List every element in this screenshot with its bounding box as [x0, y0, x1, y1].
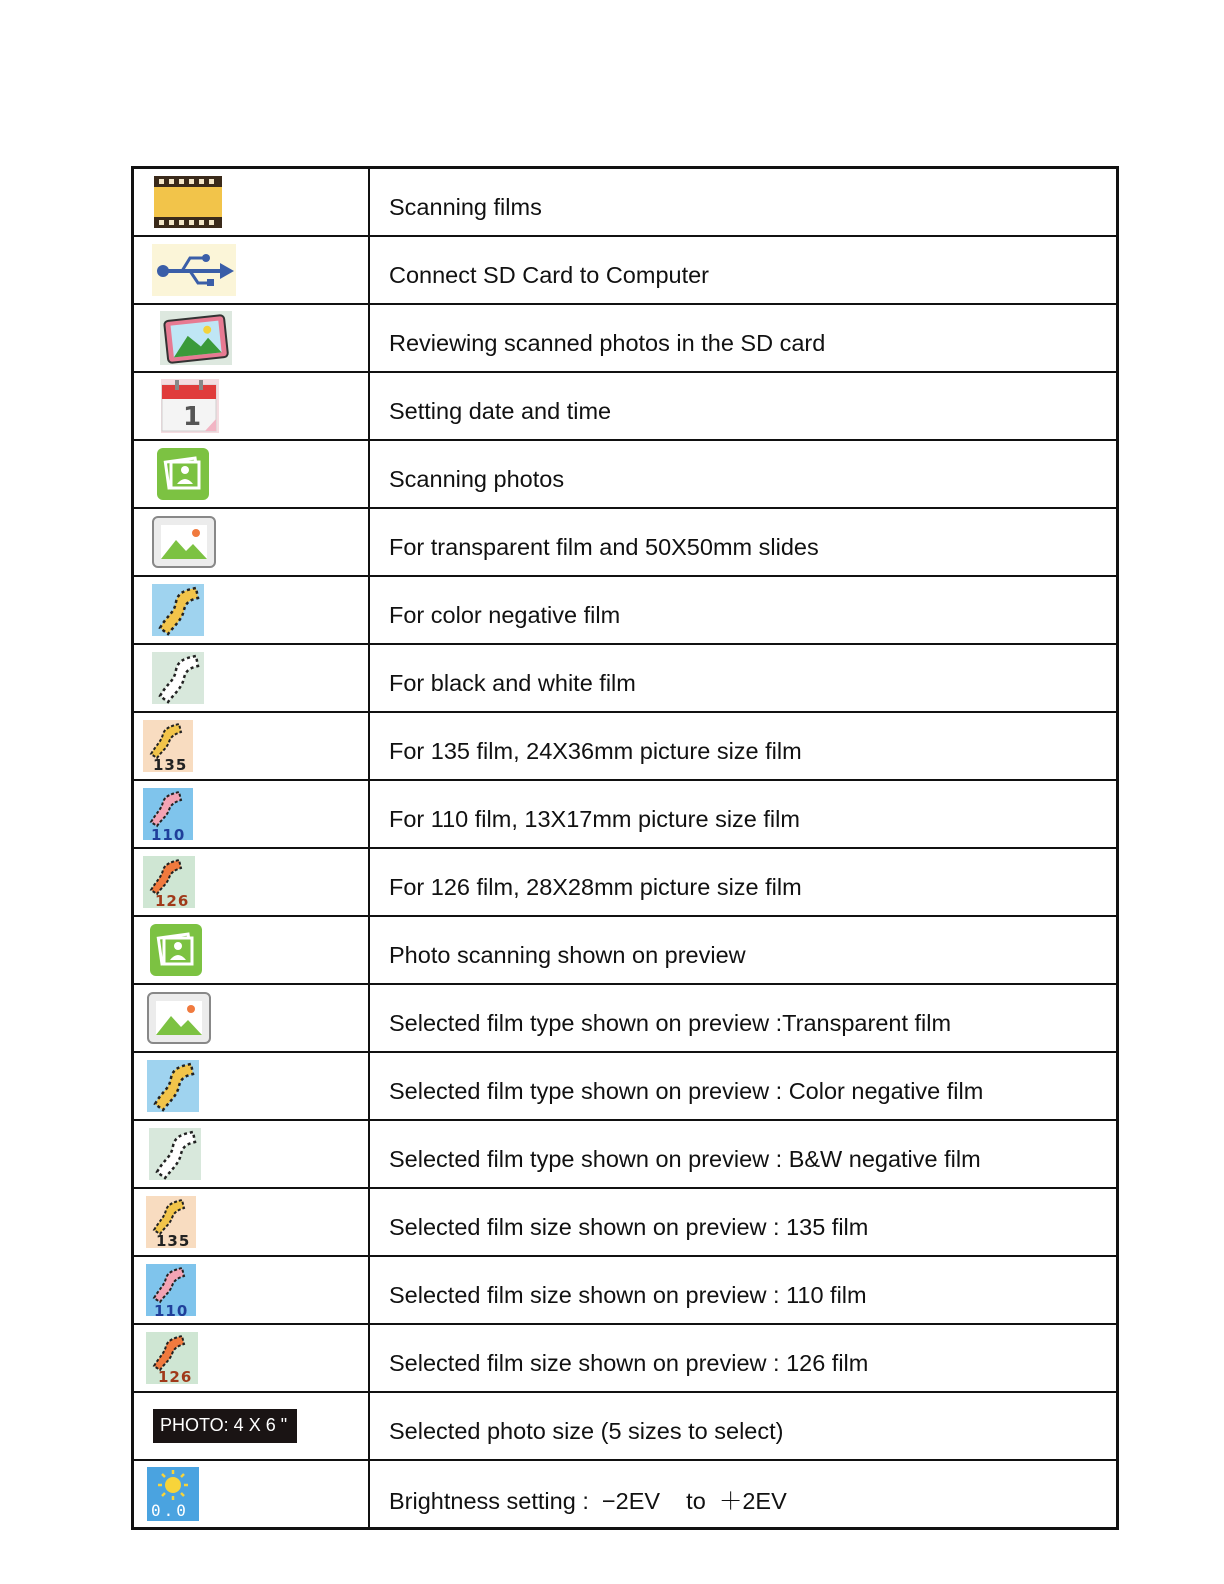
table-row: [133, 440, 1118, 508]
icon-cell: [133, 712, 370, 780]
transparent-film-icon: [152, 516, 368, 568]
description: Selected film size shown on preview : 126 film: [369, 1324, 1118, 1392]
icon-cell: [133, 1188, 370, 1256]
film-size-label: 110: [151, 826, 186, 844]
icon-cell: [133, 372, 370, 440]
icon-cell: [133, 304, 370, 372]
description: Photo scanning shown on preview: [369, 916, 1118, 984]
film-135-icon: [143, 720, 193, 772]
table-row: [133, 848, 1118, 916]
icon-cell: [133, 916, 370, 984]
film-126-icon: [143, 856, 195, 908]
film-strip-icon: [154, 176, 368, 228]
table-row: [133, 576, 1118, 644]
table-row: [133, 508, 1118, 576]
icon-cell: [133, 644, 370, 712]
table-row: [133, 1256, 1118, 1324]
photo-scan-icon: [150, 924, 368, 976]
film-size-label: 110: [154, 1302, 189, 1320]
description: Selected film type shown on preview : Color negative film: [369, 1052, 1118, 1120]
bw-film-icon: [149, 1128, 368, 1180]
icon-cell: [133, 1052, 370, 1120]
svg-text:1: 1: [183, 402, 202, 432]
photo-size-badge: PHOTO: 4 X 6 ": [153, 1409, 297, 1443]
film-135-icon: [146, 1196, 196, 1248]
table-row: [133, 1460, 1118, 1529]
table-row: [133, 1120, 1118, 1188]
film-110-icon: [143, 788, 193, 844]
icon-cell: [133, 1460, 370, 1529]
description: For 135 film, 24X36mm picture size film: [369, 712, 1118, 780]
table-row: [133, 780, 1118, 848]
calendar-icon: [161, 379, 368, 433]
table-row: [133, 644, 1118, 712]
icon-cell: [133, 1120, 370, 1188]
description: Brightness setting : −2EV to ＋2EV: [369, 1460, 1118, 1529]
description: Selected film size shown on preview : 110 film: [369, 1256, 1118, 1324]
description: Scanning photos: [369, 440, 1118, 508]
film-size-label: 126: [155, 892, 190, 910]
bw-film-icon: [152, 652, 368, 704]
description: Reviewing scanned photos in the SD card: [369, 304, 1118, 372]
color-negative-film-icon: [147, 1060, 368, 1112]
description: For transparent film and 50X50mm slides: [369, 508, 1118, 576]
usb-icon: [152, 244, 368, 296]
description: Selected photo size (5 sizes to select): [369, 1392, 1118, 1460]
description: Selected film type shown on preview :Transparent film: [369, 984, 1118, 1052]
film-126-icon: [146, 1332, 198, 1384]
table-row: [133, 1392, 1118, 1460]
table-row: [133, 984, 1118, 1052]
icon-cell: [133, 1256, 370, 1324]
icon-cell: [133, 576, 370, 644]
icon-cell: [133, 848, 370, 916]
description: Scanning films: [369, 168, 1118, 237]
icon-cell: [133, 440, 370, 508]
film-size-label: 135: [156, 1232, 191, 1250]
description: Selected film type shown on preview : B&W negative film: [369, 1120, 1118, 1188]
icon-cell: [133, 984, 370, 1052]
film-size-label: 126: [158, 1368, 193, 1386]
table-row: [133, 1324, 1118, 1392]
icon-cell: [133, 1324, 370, 1392]
table-row: [133, 372, 1118, 440]
table-row: [133, 712, 1118, 780]
icon-cell: [133, 780, 370, 848]
description: For 110 film, 13X17mm picture size film: [369, 780, 1118, 848]
brightness-icon: [147, 1467, 199, 1521]
table-row: [133, 304, 1118, 372]
table-row: [133, 916, 1118, 984]
icon-cell: [133, 168, 370, 237]
icon-cell: [133, 236, 370, 304]
photo-frame-icon: [160, 311, 368, 365]
transparent-film-icon: [147, 992, 368, 1044]
icon-cell: [133, 508, 370, 576]
table-row: [133, 236, 1118, 304]
description: Selected film size shown on preview : 135 film: [369, 1188, 1118, 1256]
photo-scan-icon: [157, 448, 368, 500]
icon-legend-table: [131, 166, 1119, 1530]
description: Setting date and time: [369, 372, 1118, 440]
description: For black and white film: [369, 644, 1118, 712]
table-row: [133, 1052, 1118, 1120]
table-row: [133, 168, 1118, 237]
description: For color negative film: [369, 576, 1118, 644]
film-110-icon: [146, 1264, 196, 1320]
film-size-label: 135: [153, 756, 188, 774]
description: For 126 film, 28X28mm picture size film: [369, 848, 1118, 916]
color-negative-film-icon: [152, 584, 368, 636]
icon-cell: [133, 1392, 370, 1460]
brightness-value: 0.0: [151, 1501, 189, 1520]
table-row: [133, 1188, 1118, 1256]
description: Connect SD Card to Computer: [369, 236, 1118, 304]
